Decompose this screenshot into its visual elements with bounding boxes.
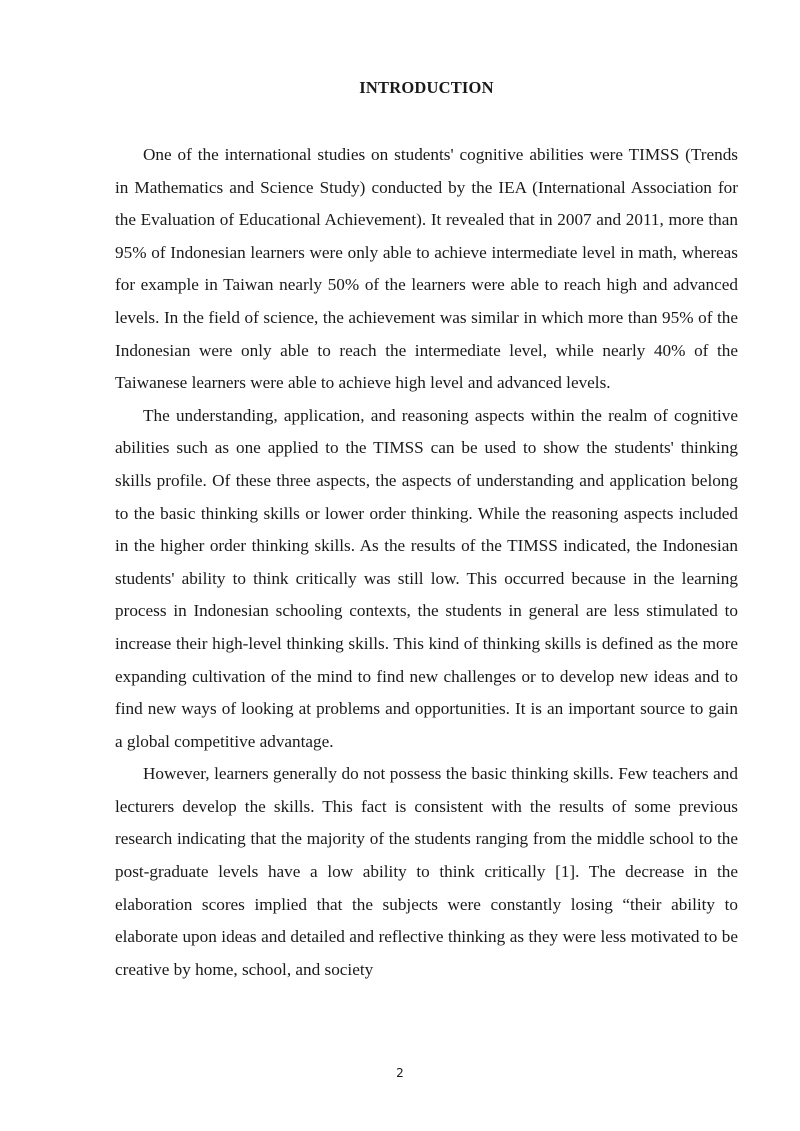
paragraph-2: The understanding, application, and reasoning aspects within the realm of cognitive abilities such as one applied to the TIMSS can be used to show the students' thinking skills profile. Of these three aspects, the aspects of understanding and application belong to the basic thinking skills or lower order thinking. While the reasoning aspects included in the higher order thinking skills. As the results of the TIMSS indicated, the Indonesian students' ability to think critically was still low. This occurred because in the learning process in Indonesian schooling contexts, the students in general are less stimulated to increase their high-level thinking skills. This kind of thinking skills is defined as the more expanding cultivation of the mind to find new challenges or to develop new ideas and to find new ways of looking at problems and opportunities. It is an important source to gain a global competitive advantage. (115, 405, 738, 751)
page-content (115, 74, 738, 986)
paragraph-1: One of the international studies on students' cognitive abilities were TIMSS (Trends in Mathematics and Science Study) conducted by the IEA (International Association for the Evaluation of Educational Achievement). It revealed that in 2007 and 2011, more than 95% of Indonesian learners were only able to achieve intermediate level in math, whereas for example in Taiwan nearly 50% of the learners were able to reach high and advanced levels. In the field of science, the achievement was similar in which more than 95% of the Indonesian were only able to reach the intermediate level, while nearly 40% of the Taiwanese learners were able to achieve high level and advanced levels. (115, 145, 738, 393)
page-number: 2 (396, 1066, 404, 1080)
paragraph-3: However, learners generally do not possess the basic thinking skills. Few teachers and lecturers develop the skills. This fact is consistent with the results of some previous research indicating that the majority of the students ranging from the middle school to the post-graduate levels have a low ability to think critically [1]. The decrease in the elaboration scores implied that the subjects were constantly losing “their ability to elaborate upon ideas and detailed and reflective thinking as they were less motivated to be creative by home, school, and society (115, 764, 738, 979)
section-title: INTRODUCTION (359, 78, 494, 97)
